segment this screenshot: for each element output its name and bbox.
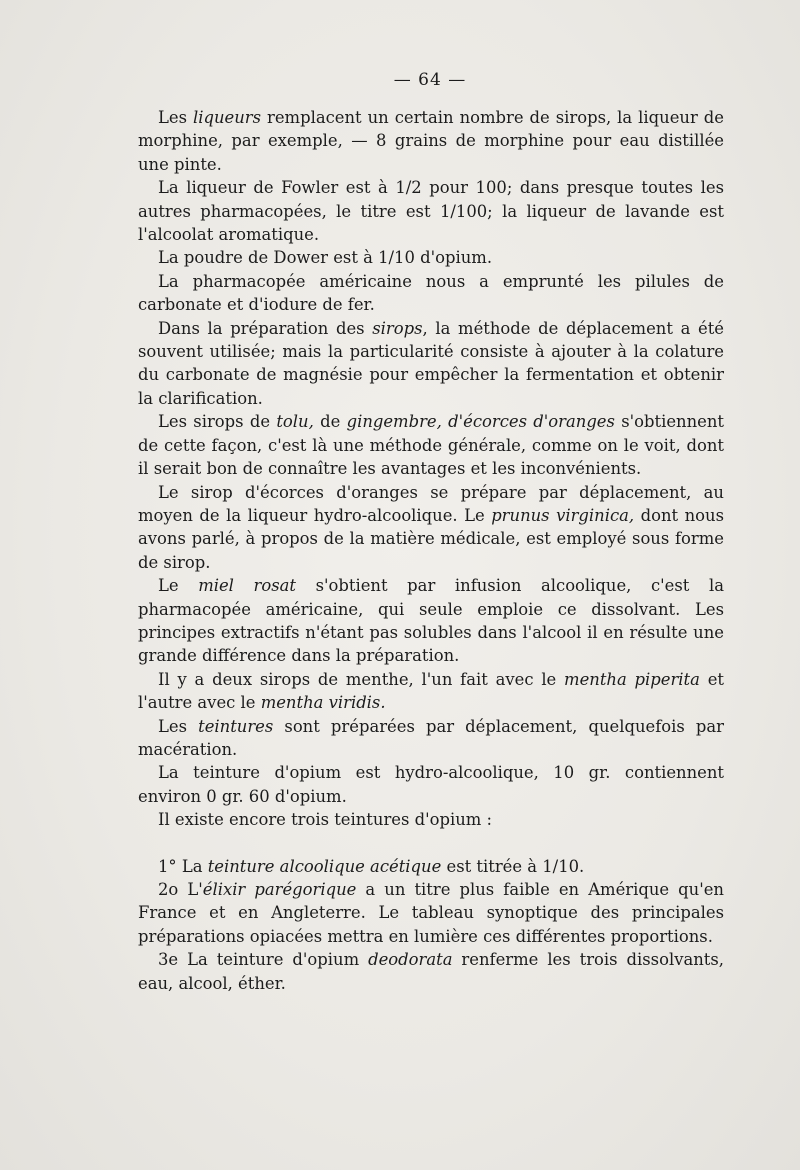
paragraph <box>138 481 724 575</box>
text-run: La pharmacopée américaine nous a emprunté les pilules de carbonate et d'iodure de fer. <box>138 271 724 315</box>
text-run: , la méthode de déplacement a été souvent utilisée; mais la particularité consiste à ajouter à la colature du carbonate de magnésie pour empêcher la fermentation et obtenir la clarification. <box>138 318 724 408</box>
text-run: La teinture d'opium est hydro-alcoolique, 10 gr. contiennent environ 0 gr. 60 d'opium. <box>138 763 724 806</box>
text-run: et l'autre avec le <box>138 669 724 713</box>
text-run: Le <box>158 576 199 596</box>
text-run: Les <box>158 716 199 736</box>
text-run: dont nous avons parlé, à propos de la matière médicale, est employé sous forme de sirop. <box>138 505 724 572</box>
italic-text: deodorata <box>368 950 453 970</box>
text-run: renferme les trois dissolvants, eau, alcool, éther. <box>138 950 724 993</box>
italic-text: sirops <box>372 318 423 338</box>
italic-text: mentha viridis. <box>260 693 386 713</box>
text-run: 3e La teinture d'opium <box>158 950 369 970</box>
body-text <box>138 106 724 995</box>
paragraph <box>138 761 724 808</box>
text-run: remplacent un certain nombre de sirops, la liqueur de morphine, par exemple, — 8 grains de morphine pour eau distillée une pinte. <box>138 108 724 174</box>
italic-text: gingembre, d'écorces d'oranges <box>346 412 615 432</box>
text-run: 1° La <box>158 856 208 876</box>
paragraph <box>138 270 724 317</box>
paragraph-gap <box>138 832 724 855</box>
paragraph <box>138 246 724 269</box>
text-run: est titrée à 1/10. <box>441 856 585 876</box>
text-run: s'obtient par infusion alcoolique, c'est la pharmacopée américaine, qui seule emploie ce dissolvant. Les principes extractifs n'étant pas solubles dans l'alcool il en résulte une grande différence dans la préparation. <box>138 576 724 666</box>
paragraph <box>138 410 724 480</box>
italic-text: liqueurs <box>192 108 262 127</box>
paragraph <box>138 855 724 878</box>
text-run: 2o L' <box>158 880 203 899</box>
italic-text: teinture alcoolique acétique <box>207 856 442 876</box>
text-run: Les sirops de <box>158 412 277 432</box>
italic-text: mentha piperita <box>564 669 700 689</box>
italic-text: miel rosat <box>198 576 297 596</box>
paragraph <box>138 574 724 668</box>
italic-text: élixir parégorique <box>202 880 357 899</box>
italic-text: prunus virginica, <box>491 505 635 525</box>
text-run: s'obtiennent de cette façon, c'est là une méthode générale, comme on le voit, dont il serait bon de connaître les avantages et les inconvénients. <box>138 412 724 479</box>
page-number: — 64 — <box>393 70 467 90</box>
paragraph <box>138 715 724 762</box>
text-run: de <box>313 412 347 432</box>
text-run: Il y a deux sirops de menthe, l'un fait avec le <box>158 669 565 689</box>
text-run: Il existe encore trois teintures d'opium : <box>158 810 493 830</box>
paragraph <box>138 808 724 831</box>
text-run: a un titre plus faible en Amérique qu'en France et en Angleterre. Le tableau synoptique des principales préparations opiacées mettra en lumière ces différentes proportions. <box>138 880 724 946</box>
italic-text: tolu, <box>276 412 314 432</box>
paragraph <box>138 668 724 715</box>
text-run: sont préparées par déplacement, quelquefois par macération. <box>138 716 724 759</box>
text-run: Le sirop d'écorces d'oranges se prépare par déplacement, au moyen de la liqueur hydro-alcoolique. Le <box>138 482 724 525</box>
paragraph <box>138 948 724 995</box>
text-run: La poudre de Dower est à 1/10 d'opium. <box>158 248 493 268</box>
text-run: Les <box>158 108 193 127</box>
paragraph <box>138 317 724 411</box>
paragraph <box>138 176 724 246</box>
paragraph <box>138 878 724 948</box>
italic-text: teintures <box>198 716 274 736</box>
text-run: Dans la préparation des <box>158 318 373 338</box>
paragraph <box>138 106 724 176</box>
text-run: La liqueur de Fowler est à 1/2 pour 100; dans presque toutes les autres pharmacopées, le titre est 1/100; la liqueur de lavande est l'alcoolat aromatique. <box>138 178 724 245</box>
